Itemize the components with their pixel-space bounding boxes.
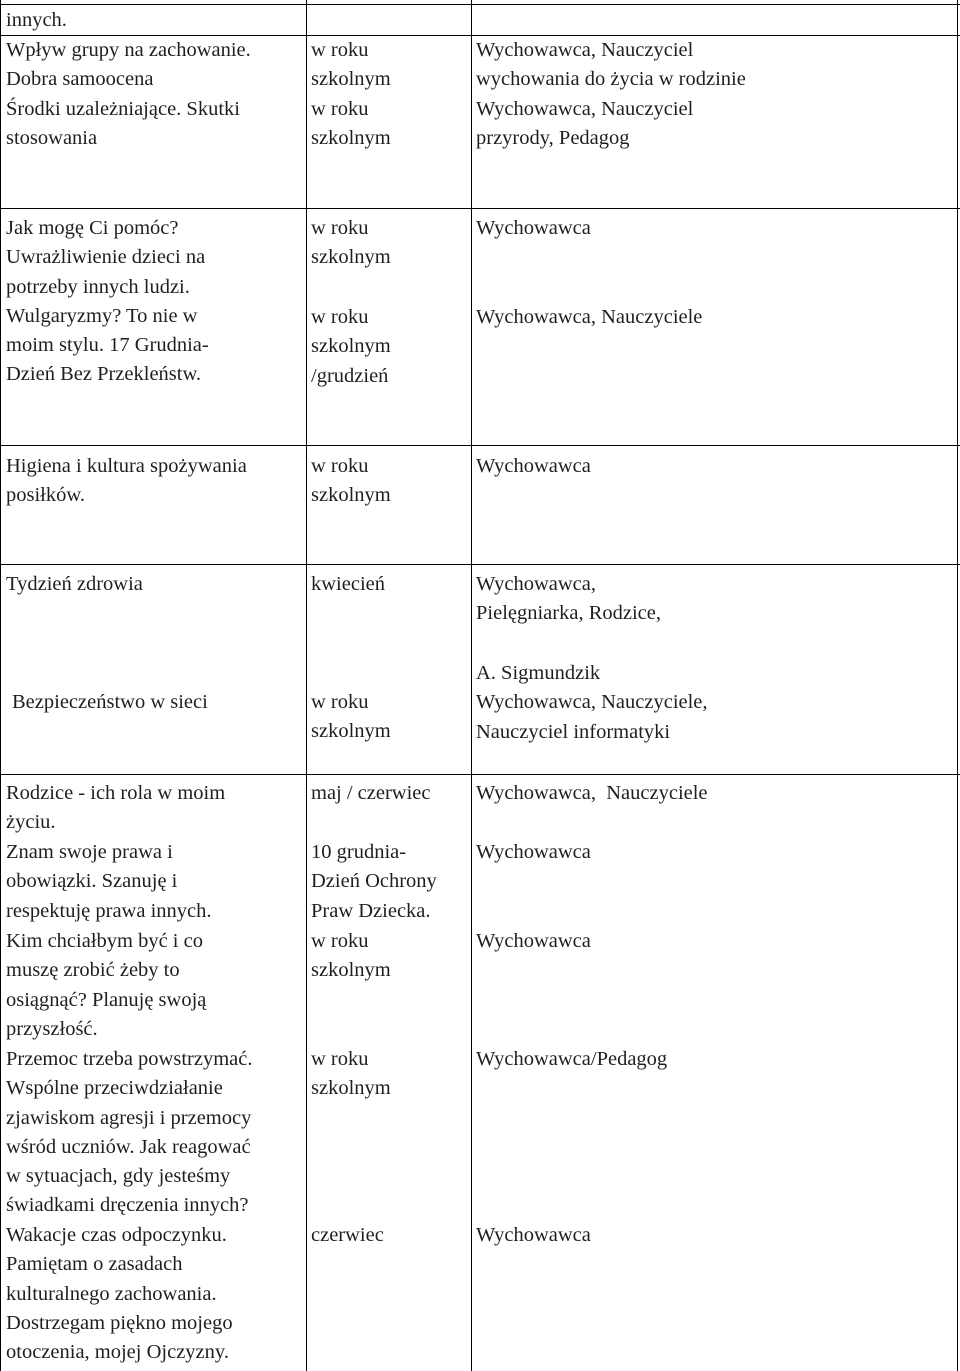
topic-text: Znam swoje prawa i obowiązki. Szanuję i respektuję prawa innych. [6, 841, 212, 922]
row-divider [0, 564, 960, 565]
term-text: maj / czerwiec [311, 782, 431, 804]
row-divider [0, 208, 960, 209]
topic-text: Środki uzależniające. Skutki stosowania [6, 98, 240, 150]
term-text: czerwiec [311, 1224, 384, 1246]
responsible-text: A. Sigmundzik Wychowawca, Nauczyciele, Nauczyciel informatyki [476, 662, 708, 743]
term-text: 10 grudnia- Dzień Ochrony Praw Dziecka. [311, 841, 437, 922]
responsible-text: Wychowawca [476, 930, 591, 952]
responsible-text: Wychowawca, Nauczyciele [476, 306, 703, 328]
topic-text: Rodzice - ich rola w moim życiu. [6, 782, 226, 834]
term-text: w roku szkolnym /grudzień [311, 306, 391, 387]
responsible-text: Wychowawca, Nauczyciele [476, 782, 708, 804]
topic-text: innych. [6, 9, 67, 31]
topic-text: Tydzień zdrowia [6, 573, 143, 595]
responsible-text: Wychowawca, Nauczyciel wychowania do życia w rodzinie [476, 39, 746, 91]
term-text: w roku szkolnym [311, 217, 391, 269]
responsible-text: Wychowawca/Pedagog [476, 1048, 668, 1070]
term-text: w roku szkolnym [311, 930, 391, 982]
topic-text: Higiena i kultura spożywania posiłków. [6, 455, 247, 507]
term-text: w roku szkolnym [311, 39, 391, 91]
table-border-right [957, 0, 958, 1371]
topic-text: Wpływ grupy na zachowanie. Dobra samoocena [6, 39, 251, 91]
term-text: w roku szkolnym [311, 98, 391, 150]
column-divider-1 [306, 0, 307, 1371]
topic-text: Kim chciałbym być i co muszę zrobić żeby to osiągnąć? Planuję swoją przyszłość. [6, 930, 207, 1040]
responsible-text: Wychowawca [476, 1224, 591, 1246]
responsible-text: Wychowawca [476, 217, 591, 239]
row-divider [0, 4, 960, 5]
term-text: kwiecień [311, 573, 385, 595]
topic-text: Jak mogę Ci pomóc? Uwrażliwienie dzieci na potrzeby innych ludzi. Wulgaryzmy? To nie w moim stylu. 17 Grudnia- Dzień Bez Przekleństw. [6, 217, 209, 386]
responsible-text: Wychowawca [476, 455, 591, 477]
table-border-left [0, 0, 1, 1371]
responsible-text: Wychowawca, Nauczyciel przyrody, Pedagog [476, 98, 694, 150]
term-text: w roku szkolnym [311, 1048, 391, 1100]
term-text: w roku szkolnym [311, 455, 391, 507]
responsible-text: Wychowawca [476, 841, 591, 863]
topic-text: Przemoc trzeba powstrzymać. Wspólne przeciwdziałanie zjawiskom agresji i przemocy wśród uczniów. Jak reagować w sytuacjach, gdy jesteśmy świadkami dręczenia innych? [6, 1048, 253, 1217]
column-divider-2 [471, 0, 472, 1371]
term-text: w roku szkolnym [311, 691, 391, 743]
row-divider [0, 774, 960, 775]
topic-text: Wakacje czas odpoczynku. Pamiętam o zasadach kulturalnego zachowania. Dostrzegam piękno mojego otoczenia, mojej Ojczyzny. [6, 1224, 233, 1364]
responsible-text: Wychowawca, Pielęgniarka, Rodzice, [476, 573, 662, 625]
row-divider [0, 445, 960, 446]
topic-text: Bezpieczeństwo w sieci [12, 691, 208, 713]
